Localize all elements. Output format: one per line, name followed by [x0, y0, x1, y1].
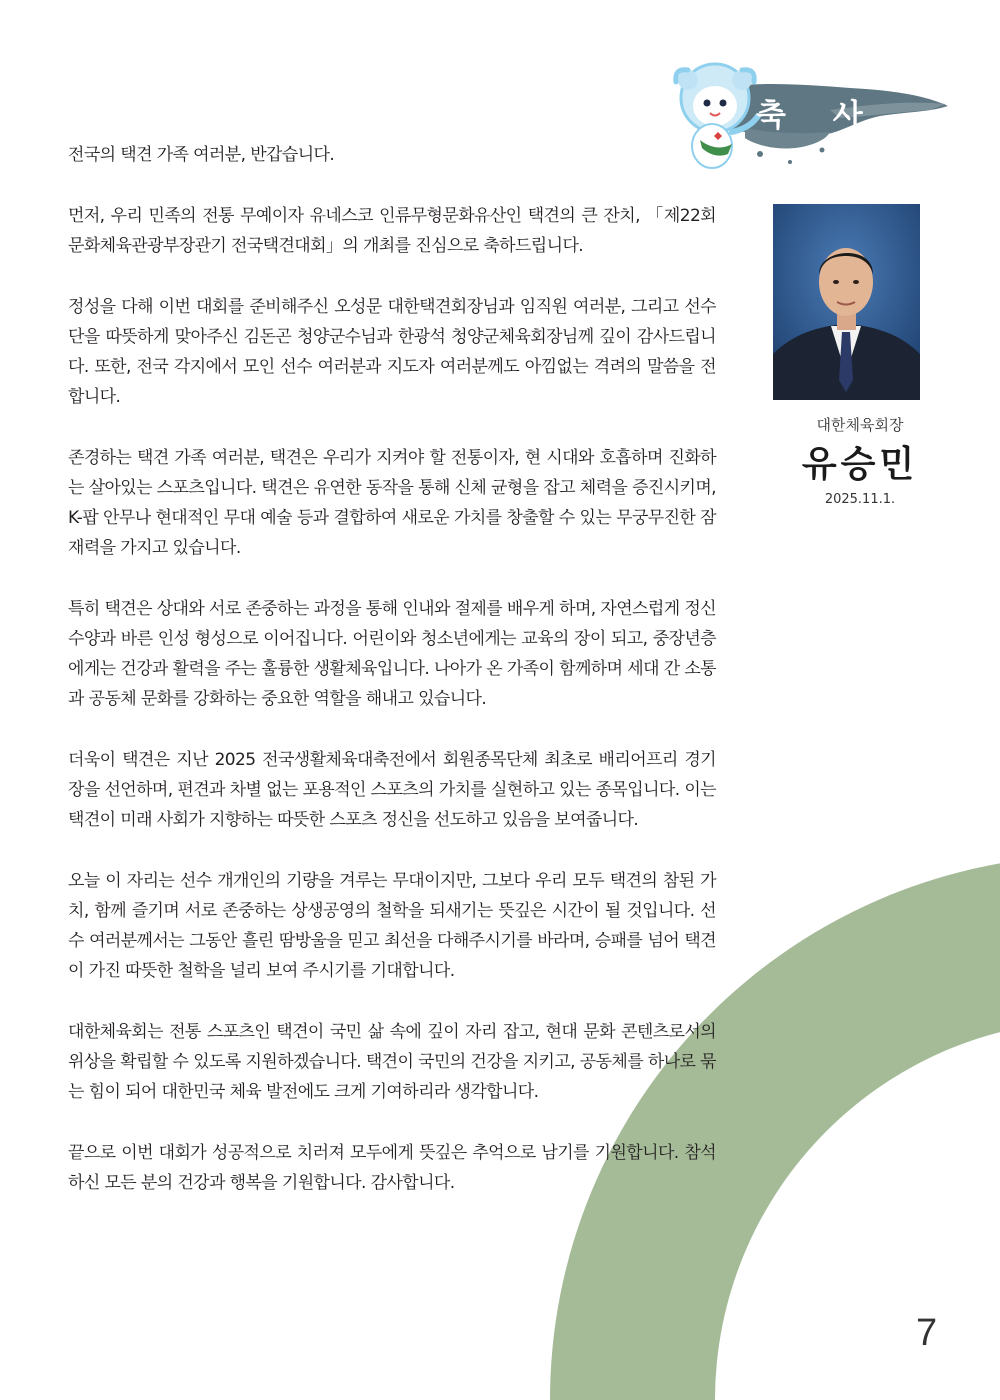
page-heading: 축 사: [756, 98, 881, 134]
signer-name: 유승민: [801, 444, 919, 485]
signature-date: 2025.11.1.: [824, 492, 896, 507]
letter-paragraph: 더욱이 택견은 지난 2025 전국생활체육대축전에서 회원종목단체 최초로 배리어프리 경기장을 선언하며, 편견과 차별 없는 포용적인 스포츠의 가치를 실현하고 있는 종목입니다. 이는 택견이 미래 사회가 지향하는 따뜻한 스포츠 정신을 선도하고 있음을 보여줍니다.: [68, 750, 716, 830]
letter-paragraph: 정성을 다해 이번 대회를 준비해주신 오성문 대한택견회장님과 임직원 여러분, 그리고 선수단을 따뜻하게 맞아주신 김돈곤 청양군수님과 한광석 청양군체육회장님께 깊이 감사드립니다. 또한, 전국 각지에서 모인 선수 여러분과 지도자 여러분께도 아낌없는 격려의 말씀을 전합니다.: [68, 297, 716, 407]
letter-paragraph: 대한체육회는 전통 스포츠인 택견이 국민 삶 속에 깊이 자리 잡고, 현대 문화 콘텐츠로서의 위상을 확립할 수 있도록 지원하겠습니다. 택견이 국민의 건강을 지키고, 공동체를 하나로 묶는 힘이 되어 대한민국 체육 발전에도 크게 기여하리라 생각합니다.: [68, 1022, 716, 1102]
letter-paragraph: 먼저, 우리 민족의 전통 무예이자 유네스코 인류무형문화유산인 택견의 큰 잔치, 「제22회 문화체육관광부장관기 전국택견대회」의 개최를 진심으로 축하드립니다.: [68, 206, 716, 256]
letter-body: [68, 140, 716, 1229]
portrait-photo: [773, 204, 920, 400]
letter-paragraph: 오늘 이 자리는 선수 개개인의 기량을 겨루는 무대이지만, 그보다 우리 모두 택견의 참된 가치, 함께 즐기며 서로 존중하는 상생공영의 철학을 되새기는 뜻깊은 시간이 될 것입니다. 선수 여러분께서는 그동안 흘린 땀방울을 믿고 최선을 다해주시기를 바라며, 승패를 넘어 택견이 가진 따뜻한 철학을 널리 보여 주시기를 기대합니다.: [68, 871, 716, 981]
page-number: 7: [916, 1312, 938, 1354]
letter-paragraph: 전국의 택견 가족 여러분, 반갑습니다.: [68, 145, 335, 165]
signer-title: 대한체육회장: [816, 416, 904, 434]
letter-paragraph: 존경하는 택견 가족 여러분, 택견은 우리가 지켜야 할 전통이자, 현 시대와 호흡하며 진화하는 살아있는 스포츠입니다. 택견은 유연한 동작을 통해 신체 균형을 잡고 체력을 증진시키며, K-팝 안무나 현대적인 무대 예술 등과 결합하여 새로운 가치를 창출할 수 있는 무궁무진한 잠재력을 가지고 있습니다.: [68, 448, 716, 558]
letter-paragraph: 끝으로 이번 대회가 성공적으로 치러져 모두에게 뜻깊은 추억으로 남기를 기원합니다. 참석하신 모든 분의 건강과 행복을 기원합니다. 감사합니다.: [68, 1143, 716, 1193]
letter-paragraph: 특히 택견은 상대와 서로 존중하는 과정을 통해 인내와 절제를 배우게 하며, 자연스럽게 정신 수양과 바른 인성 형성으로 이어집니다. 어린이와 청소년에게는 교육의 장이 되고, 중장년층에게는 건강과 활력을 주는 훌륭한 생활체육입니다. 나아가 온 가족이 함께하며 세대 간 소통과 공동체 문화를 강화하는 중요한 역할을 해내고 있습니다.: [68, 599, 716, 709]
